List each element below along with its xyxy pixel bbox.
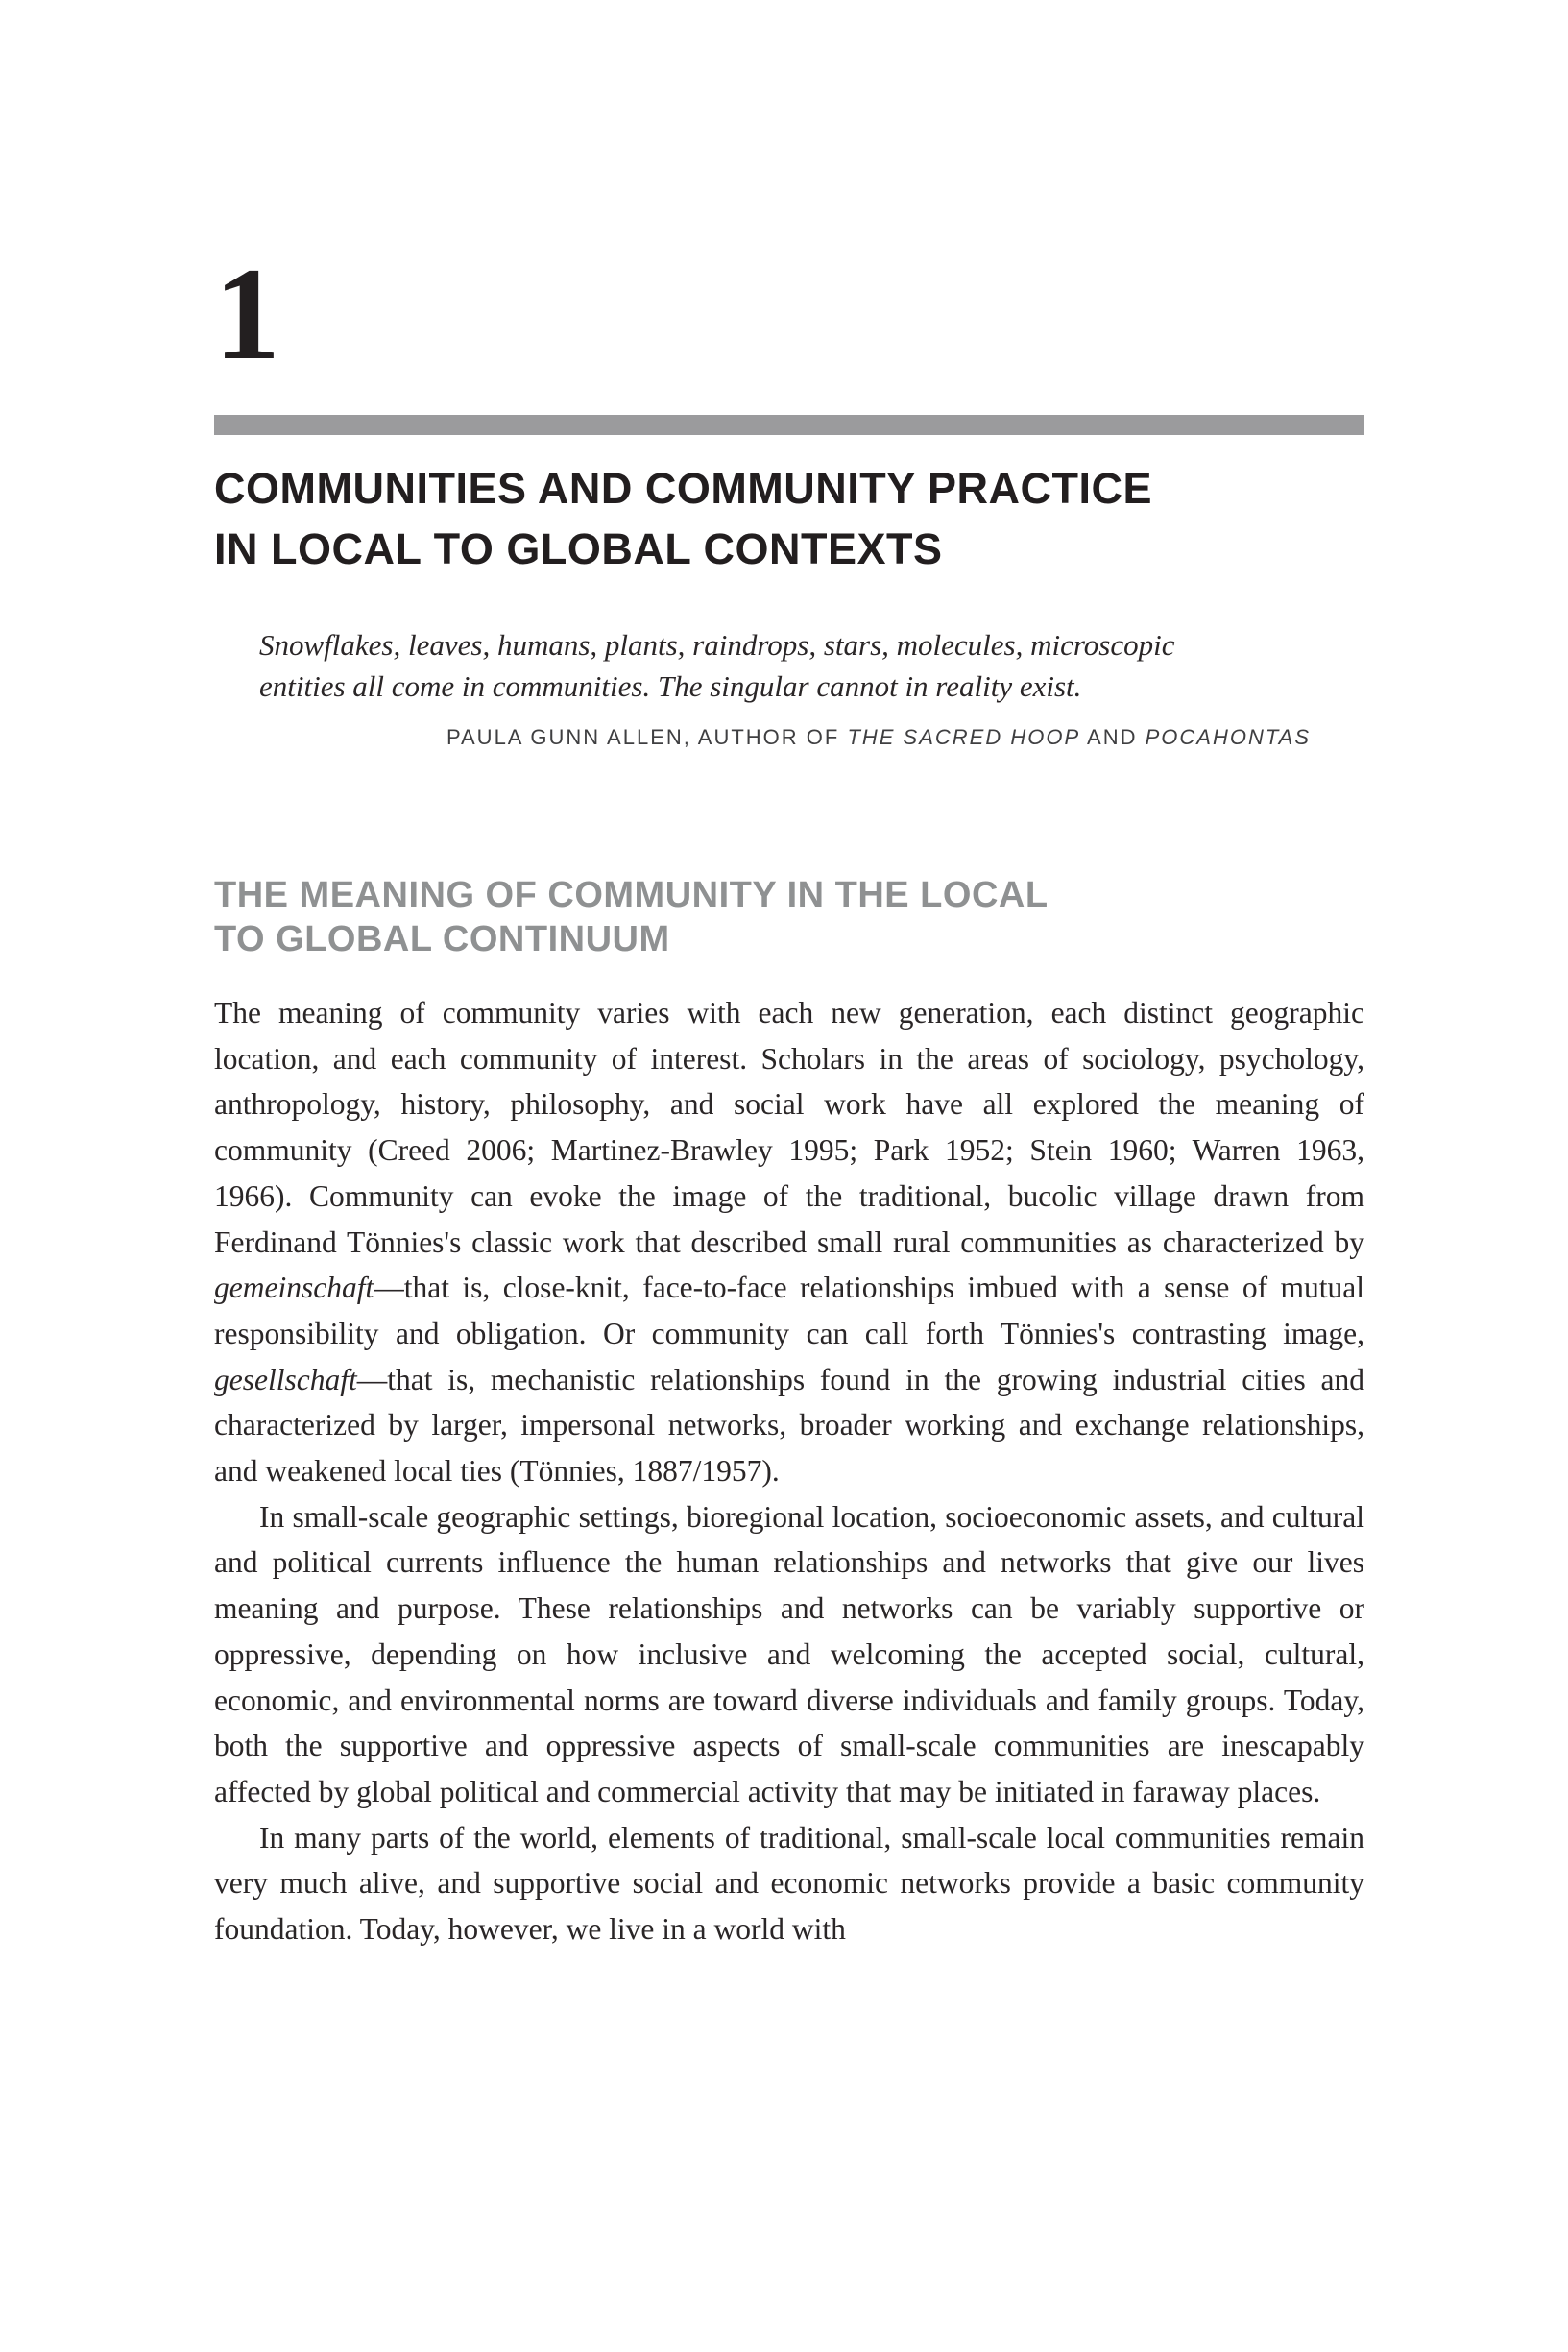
epigraph-line-1: Snowflakes, leaves, humans, plants, raindrops, stars, molecules, microscopic — [259, 628, 1175, 662]
paragraph-text: —that is, mechanistic relationships found in the growing industrial cities and characterized by larger, impersonal networks, broader working and exchange relationships, and weakened local ties (Tönnies, 1887/1957). — [214, 1362, 1364, 1489]
section-heading — [214, 873, 1364, 961]
chapter-title — [214, 458, 1364, 579]
epigraph-line-2: entities all come in communities. The singular cannot in reality exist. — [259, 669, 1082, 703]
body-paragraphs — [214, 990, 1364, 1952]
attribution-work-1: THE SACRED HOOP — [847, 725, 1081, 749]
divider-bar — [214, 415, 1364, 435]
paragraph — [214, 1494, 1364, 1815]
attribution-work-2: POCAHONTAS — [1145, 725, 1311, 749]
paragraph-text: —that is, close-knit, face-to-face relationships imbued with a sense of mutual responsibility and obligation. Or community can call forth Tönnies's contrasting image, — [214, 1271, 1364, 1350]
page-content — [214, 0, 1364, 1952]
section-heading-line-1: THE MEANING OF COMMUNITY IN THE LOCAL — [214, 875, 1049, 915]
chapter-number: 1 — [214, 240, 280, 387]
attribution-conjunction: AND — [1080, 725, 1146, 749]
section-heading-line-2: TO GLOBAL CONTINUUM — [214, 919, 670, 959]
chapter-title-line-1: COMMUNITIES AND COMMUNITY PRACTICE — [214, 464, 1152, 513]
paragraph-text: In many parts of the world, elements of traditional, small-scale local communities remain very much alive, and supportive social and economic networks provide a basic community foundation. Today, however, we live in a world with — [214, 1820, 1364, 1947]
paragraph-text: The meaning of community varies with each new generation, each distinct geographic location, and each community of interest. Scholars in the areas of sociology, psychology, anthropology, history, philosophy, and social work have all explored the meaning of community (Creed 2006; Martinez-Brawley 1995; Park 1952; Stein 1960; Warren 1963, 1966). Community can evoke the image of the traditional, bucolic village drawn from Ferdinand Tönnies's classic work that described small rural communities as characterized by — [214, 996, 1364, 1259]
epigraph — [259, 624, 1311, 707]
paragraph — [214, 990, 1364, 1494]
paragraph — [214, 1815, 1364, 1952]
attribution-prefix: PAULA GUNN ALLEN, AUTHOR OF — [446, 725, 848, 749]
epigraph-attribution — [259, 723, 1311, 752]
italic-term: gemeinschaft — [214, 1271, 374, 1305]
chapter-title-line-2: IN LOCAL TO GLOBAL CONTEXTS — [214, 524, 943, 573]
paragraph-text: In small-scale geographic settings, bioregional location, socioeconomic assets, and cultural and political currents influence the human relationships and networks that give our lives meaning and purpose. These relationships and networks can be variably supportive or oppressive, depending on how inclusive and welcoming the accepted social, cultural, economic, and environmental norms are toward diverse individuals and family groups. Today, both the supportive and oppressive aspects of small-scale communities are inescapably affected by global political and commercial activity that may be initiated in faraway places. — [214, 1499, 1364, 1808]
italic-term: gesellschaft — [214, 1362, 357, 1396]
epigraph-block — [259, 624, 1311, 752]
